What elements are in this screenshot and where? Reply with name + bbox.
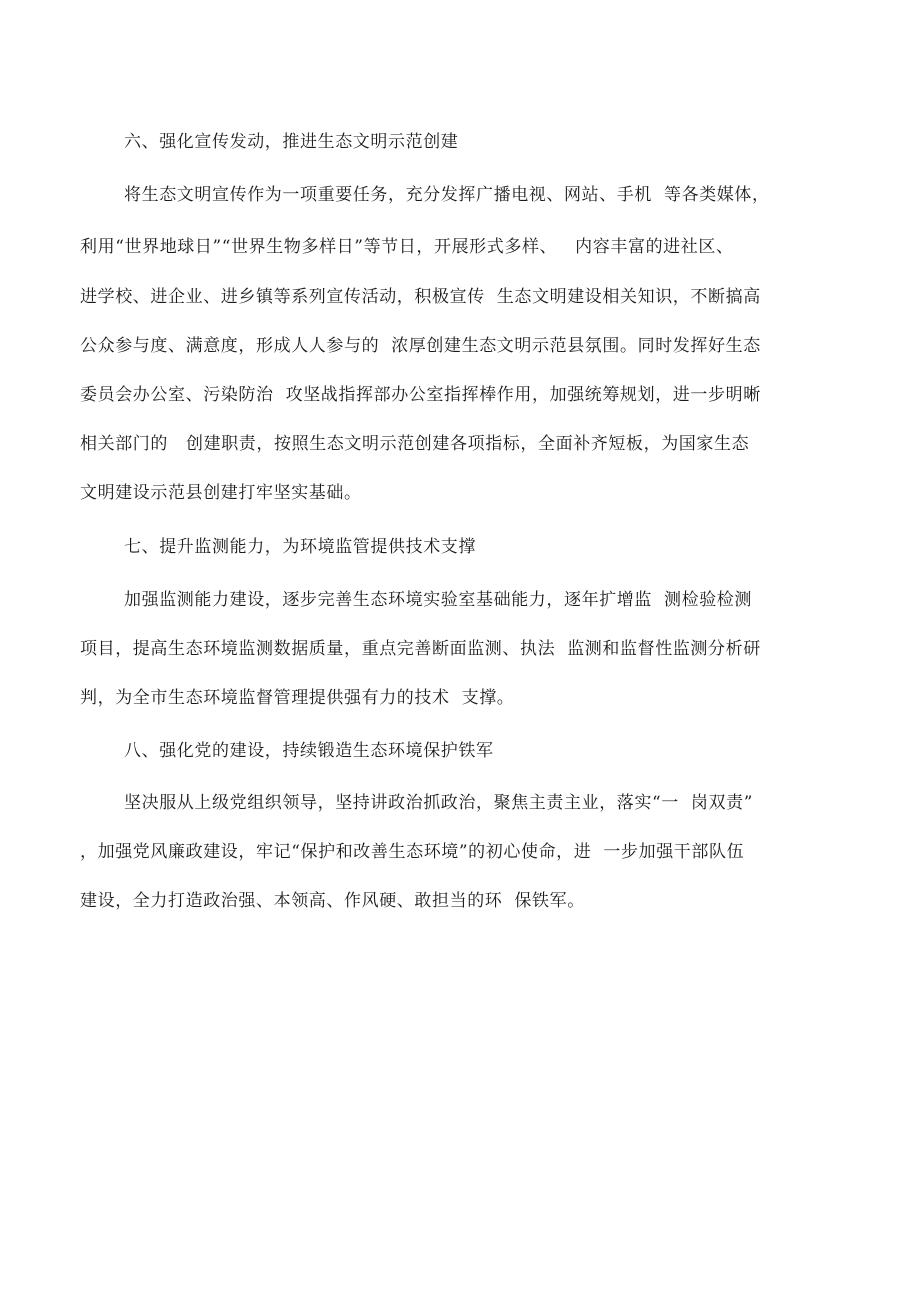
- paragraph-line: 加强监测能力建设，逐步完善生态环境实验室基础能力，逐年扩增监 测检验检测: [124, 590, 753, 610]
- paragraph-line: 相关部门的 创建职责，按照生态文明示范创建各项指标，全面补齐短板，为国家生态: [80, 434, 750, 454]
- section-heading-7: 七、提升监测能力，为环境监管提供技术支撑: [124, 537, 476, 557]
- paragraph-line: 判，为全市生态环境监督管理提供强有力的技术 支撑。: [80, 688, 515, 708]
- paragraph-line: 公众参与度、满意度，形成人人参与的 浓厚创建生态文明示范县氛围。同时发挥好生态: [80, 336, 761, 356]
- paragraph-line: 利用“世界地球日”“世界生物多样日”等节日，开展形式多样、 内容丰富的进社区、: [80, 237, 734, 257]
- paragraph-line: 将生态文明宣传作为一项重要任务，充分发挥广播电视、网站、手机 等各类媒体，: [124, 185, 770, 205]
- paragraph-line: 进学校、进企业、进乡镇等系列宣传活动，积极宣传 生态文明建设相关知识，不断搞高: [80, 287, 761, 307]
- section-heading-8: 八、强化党的建设，持续锻造生态环境保护铁军: [124, 741, 494, 761]
- paragraph-line: 建设，全力打造政治强、本领高、作风硬、敢担当的环 保铁军。: [80, 891, 585, 911]
- paragraph-line: 坚决服从上级党组织领导，坚持讲政治抓政治，聚焦主责主业，落实“一 岗双责”: [124, 793, 753, 813]
- paragraph-line: 项目，提高生态环境监测数据质量，重点完善断面监测、执法 监测和监督性监测分析研: [80, 639, 761, 659]
- paragraph-line: 委员会办公室、污染防治 攻坚战指挥部办公室指挥棒作用，加强统筹规划，进一步明晰: [80, 385, 761, 405]
- section-heading-6: 六、强化宣传发动，推进生态文明示范创建: [124, 132, 459, 152]
- paragraph-line: 文明建设示范县创建打牢坚实基础。: [80, 483, 362, 503]
- paragraph-line: ，加强党风廉政建设，牢记“保护和改善生态环境”的初心使命，进 一步加强干部队伍: [80, 842, 745, 862]
